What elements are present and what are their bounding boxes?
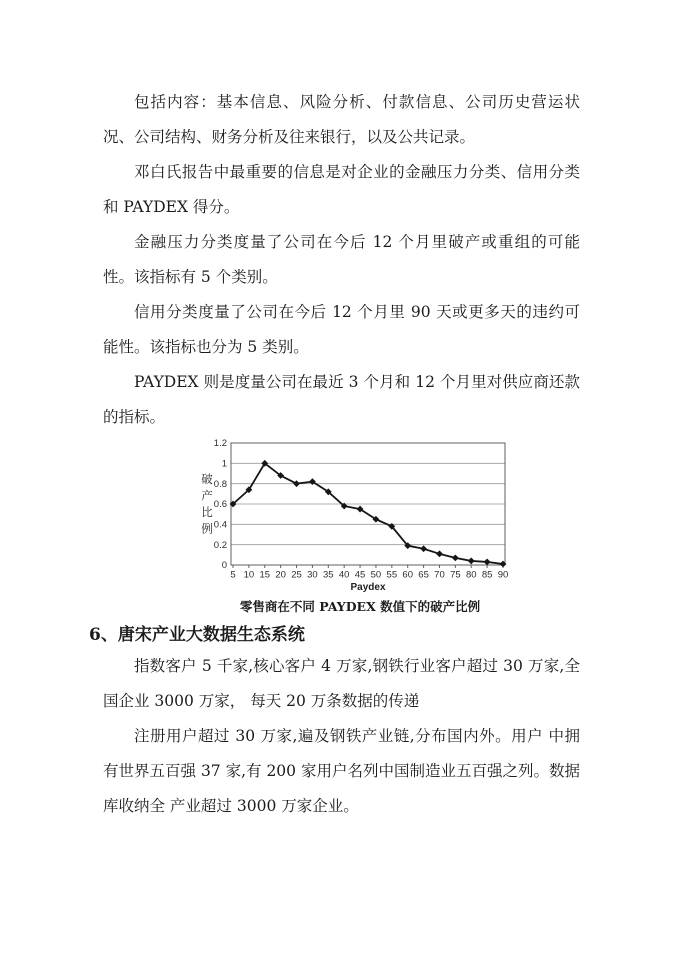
svg-text:45: 45 (354, 569, 366, 581)
svg-text:0.8: 0.8 (213, 478, 227, 490)
svg-text:1.2: 1.2 (213, 438, 227, 450)
svg-text:0: 0 (221, 560, 227, 572)
paragraph-customer-counts: 指数客户 5 千家,核心客户 4 万家,钢铁行业客户超过 30 万家,全国企业 3000 万家， 每天 20 万条数据的传递 (103, 657, 580, 710)
chart-figure (195, 435, 525, 617)
svg-text:0.4: 0.4 (213, 519, 227, 531)
svg-text:40: 40 (338, 569, 350, 581)
svg-text:55: 55 (386, 569, 398, 581)
paragraph-paydex-definition: PAYDEX 则是度量公司在最近 3 个月和 12 个月里对供应商还款的指标。 (103, 373, 580, 426)
paragraph-registered-users: 注册用户超过 30 万家,遍及钢铁产业链,分布国内外。用户 中拥有世界五百强 37 家,有 200 家用户名列中国制造业五百强之列。数据库收纳全 产业超过 3000 万家企业。 (103, 727, 580, 815)
svg-text:例: 例 (201, 523, 213, 536)
svg-text:65: 65 (418, 569, 429, 581)
svg-text:比: 比 (201, 507, 213, 519)
svg-text:25: 25 (291, 569, 302, 581)
svg-text:35: 35 (323, 569, 334, 581)
svg-text:0.6: 0.6 (213, 499, 227, 511)
paragraph-credit-class: 信用分类度量了公司在今后 12 个月里 90 天或更多天的违约可能性。该指标也分为 5 类别。 (103, 303, 580, 356)
paragraph-report-contents: 包括内容：基本信息、风险分析、付款信息、公司历史营运状况、公司结构、财务分析及往来银行，以及公共记录。 (103, 93, 580, 146)
svg-text:产: 产 (201, 490, 213, 503)
svg-text:15: 15 (259, 569, 271, 581)
svg-text:75: 75 (450, 569, 461, 581)
svg-text:1: 1 (221, 458, 227, 470)
svg-text:30: 30 (307, 569, 318, 581)
svg-text:5: 5 (230, 569, 236, 581)
svg-text:80: 80 (465, 569, 477, 581)
svg-text:90: 90 (497, 569, 509, 581)
svg-text:10: 10 (243, 569, 255, 581)
svg-text:70: 70 (434, 569, 445, 581)
svg-text:20: 20 (275, 569, 286, 581)
paragraph-dnb-key-info: 邓白氏报告中最重要的信息是对企业的金融压力分类、信用分类和 PAYDEX 得分。 (103, 163, 580, 216)
svg-text:破: 破 (201, 474, 213, 486)
section-heading: 6、唐宋产业大数据生态系统 (89, 625, 305, 645)
svg-text:85: 85 (481, 569, 493, 581)
svg-text:Paydex: Paydex (350, 582, 386, 593)
svg-text:60: 60 (402, 569, 413, 581)
paragraph-financial-stress-class: 金融压力分类度量了公司在今后 12 个月里破产或重组的可能性。该指标有 5 个类别。 (103, 233, 580, 286)
svg-text:0.2: 0.2 (213, 539, 227, 551)
chart-caption: 零售商在不同 PAYDEX 数值下的破产比例 (239, 599, 481, 614)
paydex-bankruptcy-line-chart (195, 435, 525, 595)
svg-text:50: 50 (370, 569, 382, 581)
